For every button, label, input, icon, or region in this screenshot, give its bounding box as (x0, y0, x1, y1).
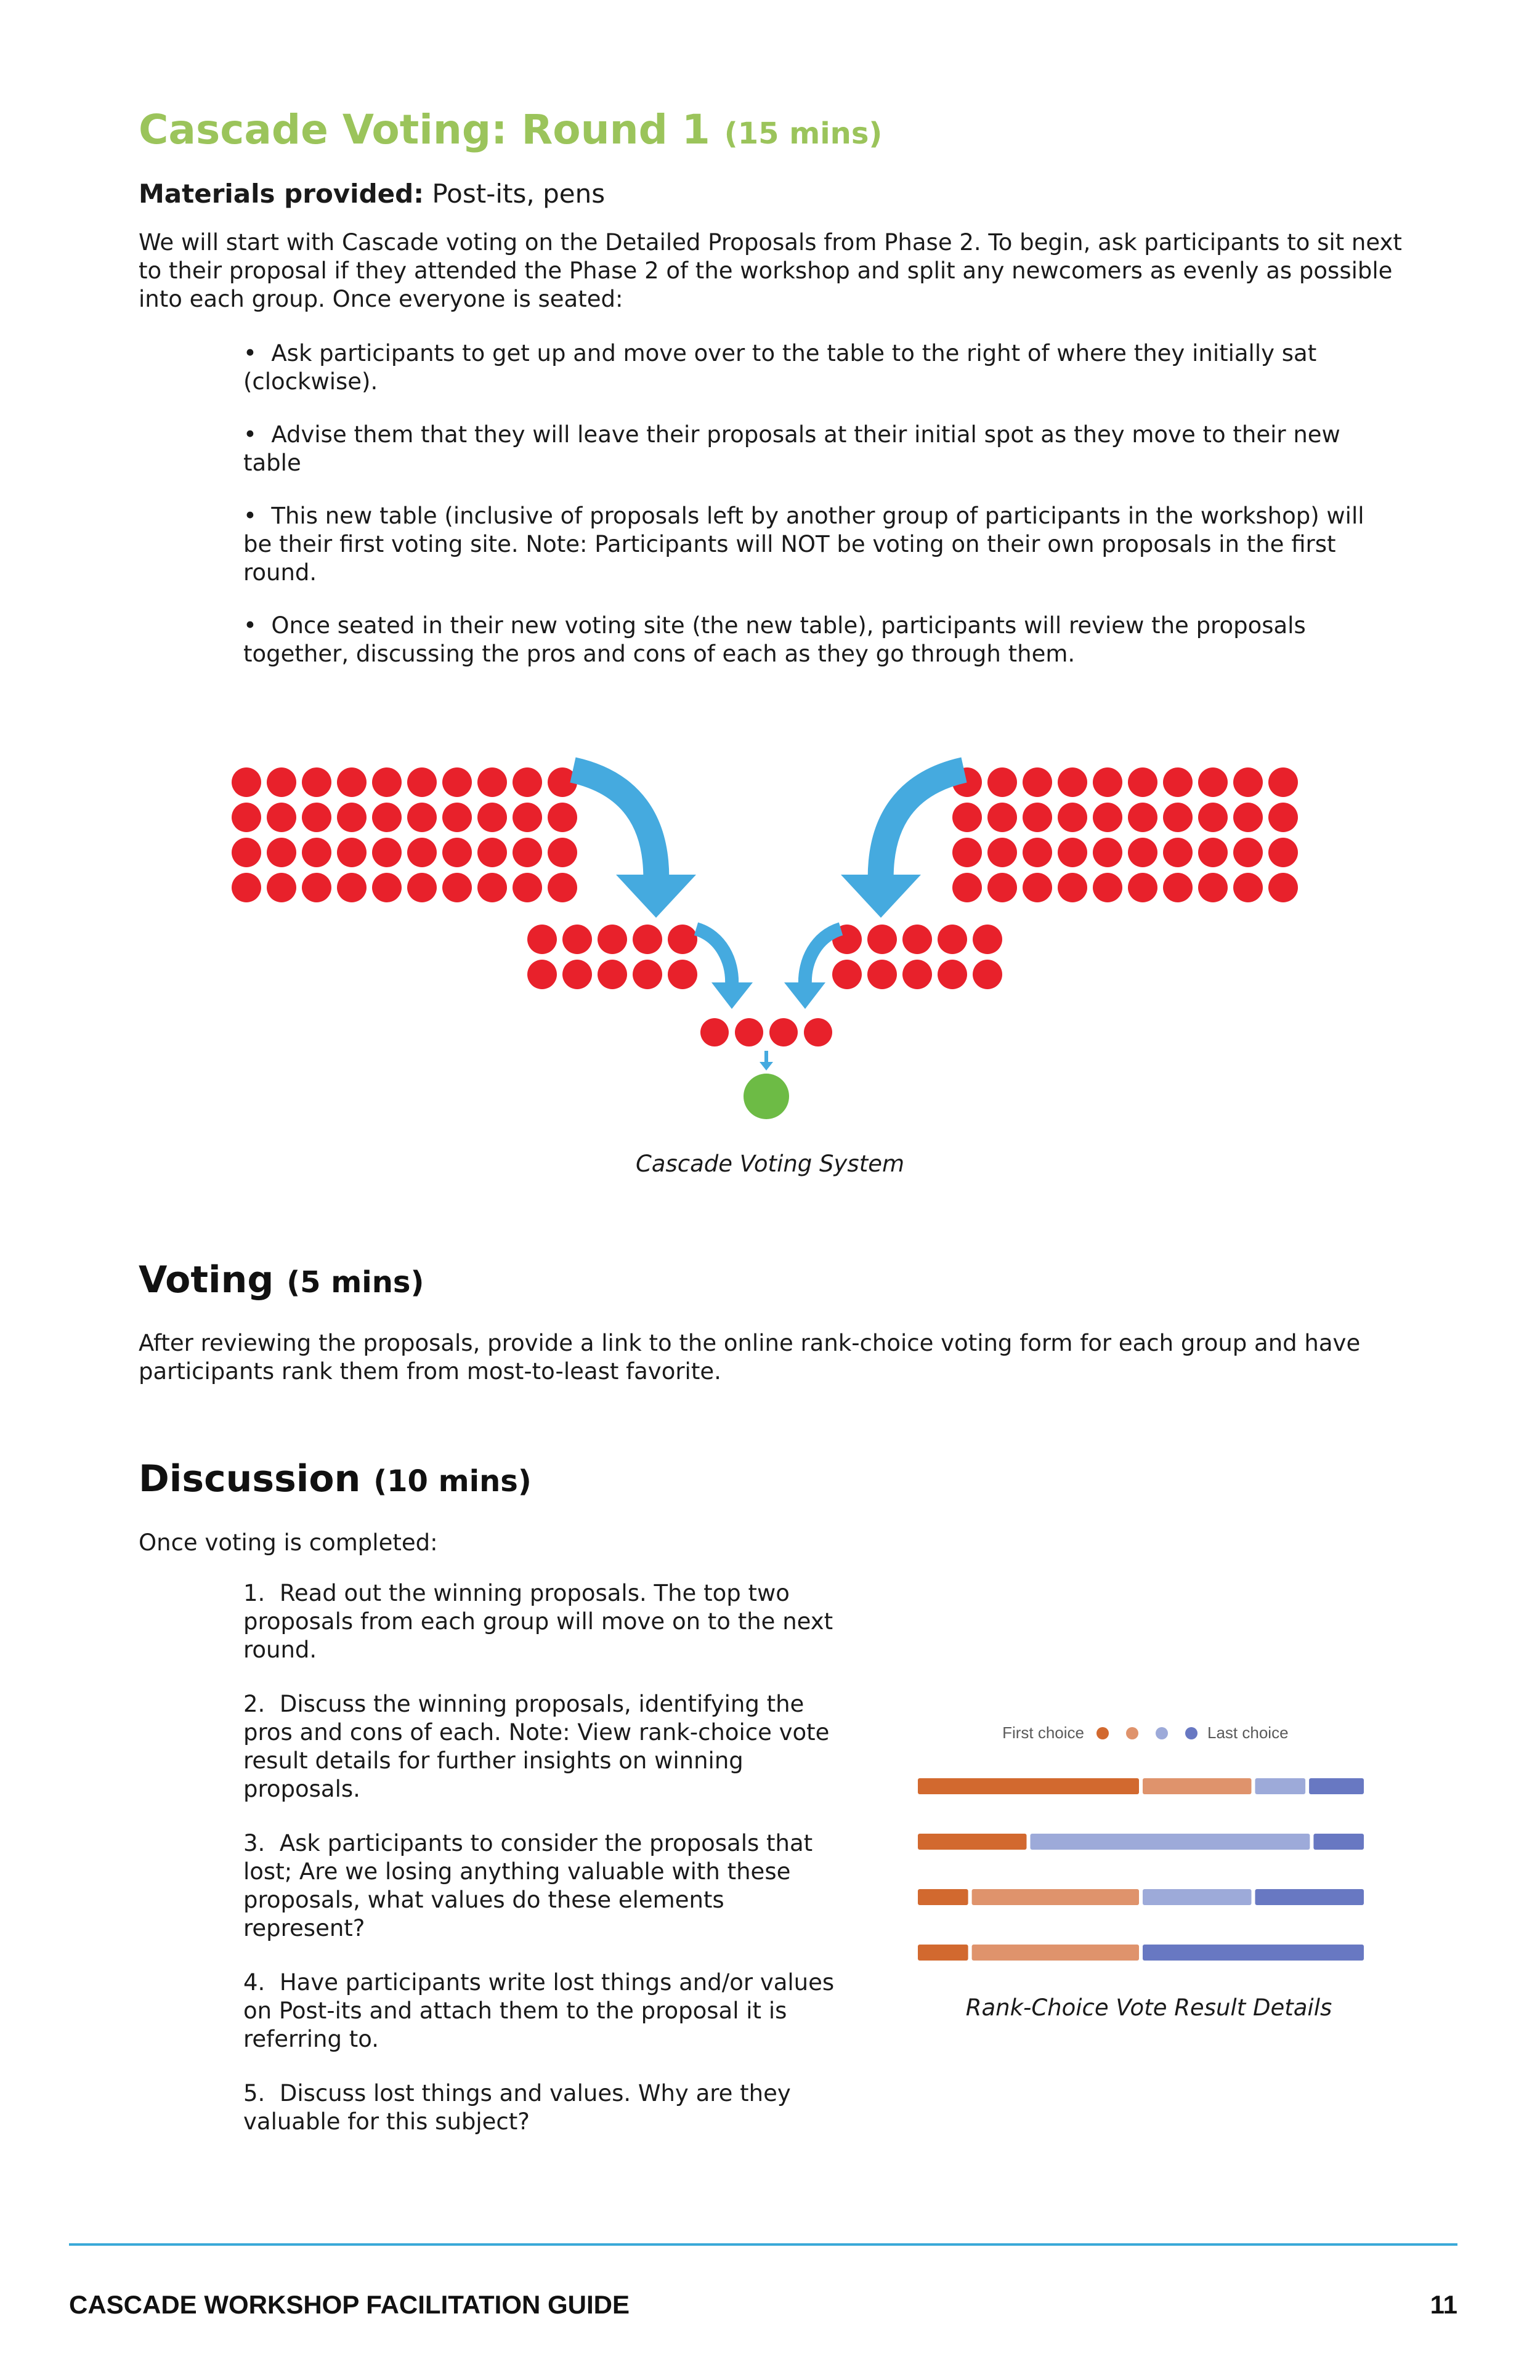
bullet-text: Once seated in their new voting site (the new table), participants will review the proposals together, discussing the pros and cons of each as they go through them. (243, 612, 1306, 667)
voter-dot (407, 873, 437, 902)
voter-dot (513, 767, 542, 797)
bar-segment (1309, 1778, 1364, 1794)
list-item: • This new table (inclusive of proposals left by another group of participants in the workshop) will be their first voting site. Note: Participants will NOT be voting on their own proposals in the first round. (243, 503, 1364, 586)
section3-intro: Once voting is completed: (139, 1529, 438, 1556)
bullet-text: Ask participants to get up and move over to the table to the right of where they initially sat (clockwise). (243, 340, 1317, 395)
arrow-left-small-head (711, 982, 753, 1009)
bar-segment (918, 1834, 1027, 1850)
bullet-text: This new table (inclusive of proposals left by another group of participants in the workshop) will be their first voting site. Note: Participants will NOT be voting on their own proposals in the first round. (243, 503, 1364, 586)
voter-dot (735, 1018, 763, 1046)
voter-dot (372, 767, 402, 797)
voter-dot (1093, 767, 1122, 797)
voter-dot (302, 838, 331, 867)
list-item: 2. Discuss the winning proposals, identifying the pros and cons of each. Note: View rank-choice vote result details for further insights on winning proposals. (243, 1691, 830, 1802)
voter-dot (832, 960, 862, 989)
voter-dot (232, 767, 261, 797)
rank-choice-chart (918, 1718, 1380, 1977)
voter-dot (867, 960, 897, 989)
voter-dot (548, 873, 577, 902)
voter-dot (527, 925, 557, 954)
voter-dot (562, 925, 592, 954)
winner-dot (744, 1074, 789, 1119)
voter-dot (267, 873, 296, 902)
voter-dot (867, 925, 897, 954)
voter-dot (1198, 873, 1228, 902)
voter-dot (973, 960, 1002, 989)
voter-dot (1233, 873, 1263, 902)
voter-dot (1058, 767, 1087, 797)
voter-dot (668, 960, 697, 989)
section3-heading (139, 1459, 532, 1499)
arrow-left-small (696, 929, 732, 986)
voter-dot (1093, 873, 1122, 902)
bar-segment (972, 1889, 1139, 1905)
voter-dot (232, 838, 261, 867)
footer-divider (69, 2243, 1457, 2246)
voter-dot (372, 873, 402, 902)
voter-dot (1163, 838, 1193, 867)
voter-dot (513, 873, 542, 902)
arrow-left-large-head (616, 875, 696, 918)
voter-dot (372, 803, 402, 832)
voter-dot (1128, 838, 1157, 867)
bar-segment (918, 1889, 968, 1905)
voter-dot (1128, 767, 1157, 797)
legend-dot (1096, 1727, 1109, 1739)
voter-dot (407, 803, 437, 832)
voter-dot (987, 838, 1017, 867)
voter-dot (1198, 838, 1228, 867)
voter-dot (267, 803, 296, 832)
voter-dot (902, 925, 932, 954)
chart-legend (1002, 1723, 1288, 1742)
legend-dot (1126, 1727, 1138, 1739)
voter-dot (267, 838, 296, 867)
list-item: 4. Have participants write lost things and/or values on Post-its and attach them to the proposal it is referring to. (243, 1969, 835, 2052)
bar-segment (918, 1778, 1139, 1794)
voter-dot (633, 960, 662, 989)
voter-dot (938, 925, 967, 954)
voter-dot (302, 767, 331, 797)
figure1-caption: Cascade Voting System (635, 1151, 905, 1177)
voter-dot (1058, 803, 1087, 832)
arrow-right-small-head (784, 982, 825, 1009)
bar-segment (1143, 1889, 1252, 1905)
voter-dot (598, 925, 627, 954)
bar-segment (1255, 1778, 1306, 1794)
materials-label: Materials provided: (139, 179, 424, 209)
section2-body: After reviewing the proposals, provide a link to the online rank-choice voting form for each group and have participants rank them from most-to-least favorite. (139, 1330, 1361, 1385)
arrow-left-large (573, 770, 656, 887)
voter-dot (1058, 873, 1087, 902)
voter-dot (1093, 803, 1122, 832)
bar-segment (918, 1945, 968, 1961)
voter-dot (1268, 873, 1298, 902)
voter-dot (513, 838, 542, 867)
section2-heading (139, 1260, 424, 1300)
voter-dot (442, 767, 472, 797)
arrow-down-small-head (760, 1062, 773, 1071)
voter-dot (1268, 803, 1298, 832)
voter-dot (477, 838, 507, 867)
voter-dot (442, 873, 472, 902)
section1-title: Cascade Voting: Round 1 (139, 106, 710, 153)
arrow-right-large-head (841, 875, 921, 918)
bar-segment (1313, 1834, 1364, 1850)
section1-intro: We will start with Cascade voting on the Detailed Proposals from Phase 2. To begin, ask participants to sit next to their proposal if they attended the Phase 2 of the workshop and split any newcomers as evenly as possible into each group. Once everyone is seated: (139, 229, 1402, 312)
bullet-text: Advise them that they will leave their proposals at their initial spot as they move to their new table (243, 421, 1340, 476)
voter-dot (477, 803, 507, 832)
section3-numbered-list (243, 1579, 850, 2162)
bar-segment (1143, 1945, 1364, 1961)
section3-duration: (10 mins) (373, 1464, 532, 1499)
footer-title: CASCADE WORKSHOP FACILITATION GUIDE (69, 2290, 630, 2319)
voter-dot (372, 838, 402, 867)
voter-dot (1093, 838, 1122, 867)
voter-dot (548, 838, 577, 867)
list-item: 5. Discuss lost things and values. Why are they valuable for this subject? (243, 2080, 791, 2135)
voter-dot (407, 838, 437, 867)
voter-dot (337, 838, 367, 867)
voter-dot (477, 767, 507, 797)
voter-dot (513, 803, 542, 832)
voter-dot (477, 873, 507, 902)
voter-dot (548, 803, 577, 832)
voter-dot (337, 803, 367, 832)
page-number: 11 (1430, 2290, 1457, 2319)
cascade-dots (232, 767, 1298, 1046)
cascade-arrows (573, 770, 964, 1071)
voter-dot (1058, 838, 1087, 867)
legend-dot (1156, 1727, 1168, 1739)
voter-dot (769, 1018, 798, 1046)
bar-segment (1143, 1778, 1252, 1794)
chart-bars (918, 1778, 1364, 1961)
bar-segment (1031, 1834, 1310, 1850)
voter-dot (598, 960, 627, 989)
list-item: • Ask participants to get up and move over to the table to the right of where they initially sat (clockwise). (243, 340, 1317, 395)
voter-dot (442, 803, 472, 832)
voter-dot (1233, 838, 1263, 867)
voter-dot (407, 767, 437, 797)
voter-dot (302, 803, 331, 832)
legend-dot (1185, 1727, 1198, 1739)
list-item: 1. Read out the winning proposals. The top two proposals from each group will move on to the next round. (243, 1580, 833, 1663)
list-item: • Once seated in their new voting site (the new table), participants will review the proposals together, discussing the pros and cons of each as they go through them. (243, 612, 1306, 667)
voter-dot (902, 960, 932, 989)
voter-dot (232, 873, 261, 902)
voter-dot (973, 925, 1002, 954)
legend-dots (1096, 1727, 1198, 1739)
voter-dot (1023, 767, 1052, 797)
voter-dot (1023, 838, 1052, 867)
voter-dot (442, 838, 472, 867)
legend-last-label: Last choice (1207, 1723, 1289, 1742)
arrow-right-large (881, 770, 964, 887)
voter-dot (1163, 767, 1193, 797)
section2-duration: (5 mins) (286, 1265, 424, 1300)
voter-dot (987, 873, 1017, 902)
voter-dot (1163, 803, 1193, 832)
section2-title: Voting (139, 1258, 274, 1301)
voter-dot (562, 960, 592, 989)
voter-dot (987, 767, 1017, 797)
bar-segment (972, 1945, 1139, 1961)
voter-dot (1268, 767, 1298, 797)
list-item: 3. Ask participants to consider the proposals that lost; Are we losing anything valuable with these proposals, what values do these elements represent? (243, 1830, 813, 1941)
voter-dot (1198, 767, 1228, 797)
voter-dot (1233, 767, 1263, 797)
voter-dot (1023, 803, 1052, 832)
voter-dot (987, 803, 1017, 832)
voter-dot (938, 960, 967, 989)
list-item: • Advise them that they will leave their proposals at their initial spot as they move to their new table (243, 421, 1340, 476)
voter-dot (1198, 803, 1228, 832)
voter-dot (1128, 803, 1157, 832)
voter-dot (527, 960, 557, 989)
voter-dot (952, 803, 982, 832)
voter-dot (804, 1018, 832, 1046)
materials-value: Post-its, pens (432, 179, 606, 209)
voter-dot (302, 873, 331, 902)
bar-segment (1255, 1889, 1364, 1905)
voter-dot (1023, 873, 1052, 902)
voter-dot (1128, 873, 1157, 902)
chart-caption: Rank-Choice Vote Result Details (965, 1994, 1332, 2021)
voter-dot (337, 873, 367, 902)
voter-dot (668, 925, 697, 954)
section3-title: Discussion (139, 1457, 361, 1500)
legend-first-label: First choice (1002, 1723, 1084, 1742)
voter-dot (1233, 803, 1263, 832)
voter-dot (337, 767, 367, 797)
voter-dot (952, 873, 982, 902)
voter-dot (633, 925, 662, 954)
voter-dot (952, 838, 982, 867)
voter-dot (267, 767, 296, 797)
voter-dot (1163, 873, 1193, 902)
voter-dot (700, 1018, 729, 1046)
section1-duration: (15 mins) (724, 116, 883, 151)
voter-dot (232, 803, 261, 832)
voter-dot (1268, 838, 1298, 867)
